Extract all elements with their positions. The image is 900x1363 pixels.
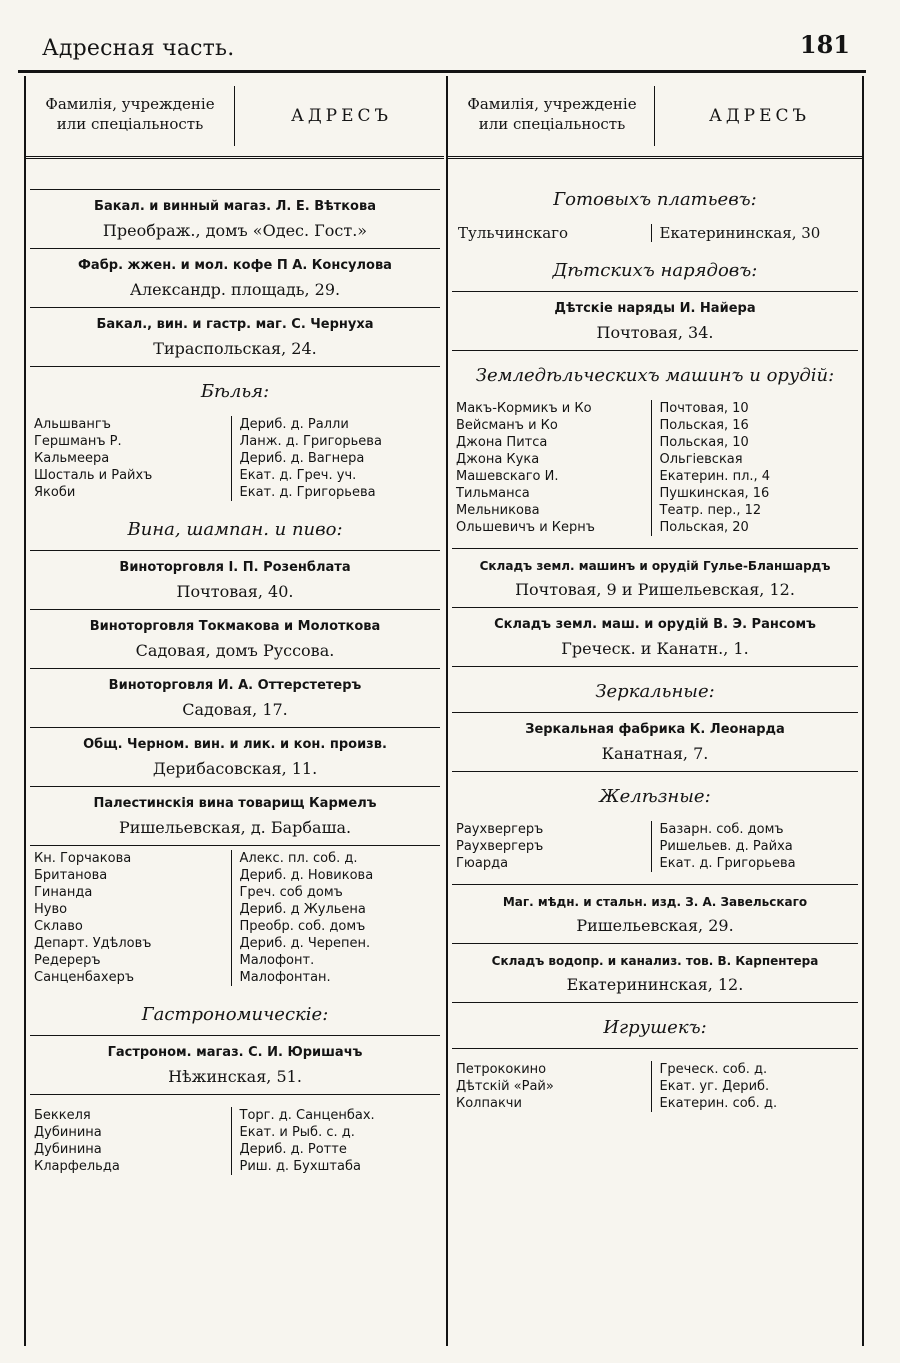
entry-address: Почтовая, 9 и Ришельевская, 12. — [515, 580, 795, 599]
list-item: Мельникова — [456, 503, 540, 518]
rule — [30, 366, 440, 367]
list-item: Польская, 10 — [659, 435, 749, 450]
page-number: 181 — [799, 30, 850, 59]
list-item: Вейсманъ и Ко — [456, 418, 558, 433]
left-column-header — [26, 76, 444, 159]
list-item: Торг. д. Санценбах. — [239, 1108, 375, 1123]
entry-name: Виноторговля И. А. Оттерстетеръ — [108, 678, 362, 693]
list-item: Екат. уг. Дериб. — [659, 1079, 770, 1094]
rule — [452, 666, 858, 667]
list-item: Дѣтскій «Рай» — [456, 1079, 554, 1094]
entry — [448, 713, 862, 771]
right-column-body — [448, 159, 862, 1116]
list-item: Нуво — [34, 902, 68, 917]
category-heading: Бѣлья: — [200, 381, 270, 402]
entry — [26, 308, 444, 366]
entry-name: Палестинскія вина товарищ Кармелъ — [93, 796, 377, 811]
list-item: Машевскаго И. — [456, 469, 559, 484]
entry-name: Складъ земл. маш. и орудій В. Э. Рансомъ — [494, 617, 816, 632]
list-names — [34, 1107, 231, 1175]
list-block — [448, 817, 862, 876]
frame-top-rule — [18, 70, 866, 73]
list-item: Польская, 20 — [659, 520, 749, 535]
list-item: Риш. д. Бухштаба — [239, 1159, 361, 1174]
entry-address: Канатная, 7. — [601, 744, 709, 763]
entry — [26, 610, 444, 668]
entry — [26, 728, 444, 786]
header-divider — [234, 86, 235, 146]
list-item: Гершманъ Р. — [34, 434, 122, 449]
list-item: Раухвергеръ — [456, 839, 544, 854]
list-addresses — [231, 416, 437, 501]
entry-address: Почтовая, 34. — [596, 323, 714, 342]
entry — [448, 885, 862, 943]
category-heading: Гастрономическіе: — [141, 1004, 329, 1025]
list-names — [456, 821, 651, 872]
list-names — [456, 1061, 651, 1112]
list-item: Джона Питса — [456, 435, 548, 450]
list-item: Раухвергеръ — [456, 822, 544, 837]
list-item: Кн. Горчакова — [34, 851, 132, 866]
header-address-label: АДРЕСЪ — [290, 106, 393, 126]
entry-address: Ришельевская, 29. — [576, 916, 734, 935]
list-item: Дериб. д. Черепен. — [239, 936, 371, 951]
entry-name: Зеркальная фабрика К. Леонарда — [525, 722, 785, 737]
list-item: Польская, 16 — [659, 418, 749, 433]
entry-name: Бакал. и винный магаз. Л. Е. Вѣткова — [94, 199, 376, 214]
list-names — [456, 400, 651, 536]
header-name-label: Фамилія, учрежденіе или спеціальность — [467, 95, 637, 133]
entry-name: Складъ водопр. и канализ. тов. В. Карпентера — [491, 954, 819, 968]
entry-name: Общ. Черном. вин. и лик. и кон. произв. — [83, 737, 387, 752]
list-item: Дериб. д Жульена — [239, 902, 366, 917]
entry — [26, 249, 444, 307]
list-item: Дубинина — [34, 1142, 102, 1157]
list-addresses — [231, 1107, 437, 1175]
list-block — [26, 1103, 444, 1179]
category-heading: Готовыхъ платьевъ: — [553, 189, 757, 210]
list-item: Греческ. соб. д. — [659, 1062, 768, 1077]
list-item: Дериб. д. Вагнера — [239, 451, 365, 466]
list-item: Екатерининская, 30 — [651, 224, 853, 242]
list-item: Дериб. д. Ротте — [239, 1142, 347, 1157]
list-block — [448, 1057, 862, 1116]
list-item: Алекс. пл. соб. д. — [239, 851, 358, 866]
list-item: Альшвангъ — [34, 417, 111, 432]
rule — [452, 1002, 858, 1003]
list-item: Колпакчи — [456, 1096, 522, 1111]
category-heading: Зеркальные: — [595, 681, 715, 702]
list-block — [26, 412, 444, 505]
list-addresses — [651, 821, 855, 872]
list-item: Редереръ — [34, 953, 101, 968]
entry — [26, 190, 444, 248]
entry-name: Виноторговля Токмакова и Молоткова — [89, 619, 381, 634]
list-item: Ольгіевская — [659, 452, 743, 467]
header-name-label: Фамилія, учрежденіе или спеціальность — [45, 95, 215, 133]
list-item: Петрококино — [456, 1062, 547, 1077]
left-column-body — [26, 159, 444, 1179]
category-heading: Вина, шампан. и пиво: — [127, 519, 343, 540]
list-item: Екат. д. Греч. уч. — [239, 468, 357, 483]
category-heading: Желѣзные: — [599, 786, 711, 807]
entry-name: Виноторговля І. П. Розенблата — [119, 560, 351, 575]
list-item: Дериб. д. Ралли — [239, 417, 349, 432]
list-item: Екат. д. Григорьева — [659, 856, 796, 871]
list-item: Кальмеера — [34, 451, 110, 466]
list-item: Департ. Удѣловъ — [34, 936, 152, 951]
category-heading: Земледѣльческихъ машинъ и орудій: — [475, 365, 835, 386]
list-names — [34, 416, 231, 501]
entry — [448, 292, 862, 350]
list-addresses — [651, 400, 855, 536]
entry — [448, 608, 862, 666]
list-item: Почтовая, 10 — [659, 401, 749, 416]
entry-address: Александр. площадь, 29. — [129, 280, 341, 299]
category-heading: Дѣтскихъ нарядовъ: — [552, 260, 758, 281]
entry — [26, 1036, 444, 1094]
list-block — [448, 396, 862, 540]
entry — [26, 551, 444, 609]
list-item: Якоби — [34, 485, 76, 500]
list-names — [34, 850, 231, 986]
list-item: Дубинина — [34, 1125, 102, 1140]
left-column — [24, 76, 444, 1346]
entry — [448, 944, 862, 1002]
list-item: Макъ-Кормикъ и Ко — [456, 401, 592, 416]
list-item: Ришельев. д. Райха — [659, 839, 793, 854]
header-divider — [654, 86, 655, 146]
list-item: Гюарда — [456, 856, 509, 871]
entry-address: Садовая, 17. — [182, 700, 288, 719]
list-item: Тульчинскаго — [458, 224, 569, 242]
entry-address: Садовая, домъ Руссова. — [135, 641, 335, 660]
entry-address: Екатерининская, 12. — [566, 975, 744, 994]
header-address-label: АДРЕСЪ — [708, 106, 811, 126]
rule — [452, 771, 858, 772]
list-item: Малофонтан. — [239, 970, 331, 985]
entry-address: Нѣжинская, 51. — [168, 1067, 302, 1086]
page-header — [40, 30, 860, 70]
list-item: Кларфельда — [34, 1159, 120, 1174]
list-row — [448, 220, 862, 246]
entry-address: Греческ. и Канатн., 1. — [561, 639, 749, 658]
entry — [448, 549, 862, 607]
list-item: Преобр. соб. домъ — [239, 919, 366, 934]
list-item: Пушкинская, 16 — [659, 486, 770, 501]
list-item: Тильманса — [456, 486, 530, 501]
page-section-title: Адресная часть. — [42, 36, 235, 61]
list-item: Гинанда — [34, 885, 93, 900]
list-item: Дериб. д. Новикова — [239, 868, 374, 883]
entry-address: Дерибасовская, 11. — [152, 759, 318, 778]
entry-address: Почтовая, 40. — [176, 582, 294, 601]
list-item: Склаво — [34, 919, 83, 934]
entry-address: Преображ., домъ «Одес. Гост.» — [102, 221, 368, 240]
list-item: Малофонт. — [239, 953, 315, 968]
entry-address: Ришельевская, д. Барбаша. — [118, 818, 352, 837]
list-item: Британова — [34, 868, 108, 883]
list-item: Театр. пер., 12 — [659, 503, 762, 518]
entry-name: Гастроном. магаз. С. И. Юришачъ — [107, 1045, 363, 1060]
list-item: Екатерин. соб. д. — [659, 1096, 778, 1111]
list-item: Санценбахеръ — [34, 970, 135, 985]
list-item: Шосталь и Райхъ — [34, 468, 153, 483]
rule — [452, 350, 858, 351]
category-heading: Игрушекъ: — [603, 1017, 707, 1038]
entry-name: Дѣтскіе наряды И. Найера — [554, 301, 756, 316]
list-item: Базарн. соб. домъ — [659, 822, 784, 837]
list-item: Екатерин. пл., 4 — [659, 469, 771, 484]
entry — [26, 787, 444, 845]
right-column — [446, 76, 864, 1346]
list-item: Екат. д. Григорьева — [239, 485, 376, 500]
list-item: Джона Кука — [456, 452, 540, 467]
entry — [26, 669, 444, 727]
list-item: Ольшевичъ и Кернъ — [456, 520, 595, 535]
list-item: Беккеля — [34, 1108, 91, 1123]
entry-name: Бакал., вин. и гастр. маг. С. Чернуха — [96, 317, 374, 332]
list-item: Екат. и Рыб. с. д. — [239, 1125, 355, 1140]
list-block — [26, 846, 444, 990]
right-column-header — [448, 76, 862, 159]
entry-address: Тираспольская, 24. — [153, 339, 317, 358]
list-addresses — [651, 1061, 855, 1112]
entry-name: Фабр. жжен. и мол. кофе П А. Консулова — [78, 258, 392, 273]
list-item: Греч. соб домъ — [239, 885, 343, 900]
entry-name: Маг. мѣдн. и стальн. изд. З. А. Завельскаго — [502, 895, 808, 909]
list-addresses — [231, 850, 437, 986]
entry-name: Складъ земл. машинъ и орудій Гулье-Бланшардъ — [479, 559, 831, 573]
list-item: Ланж. д. Григорьева — [239, 434, 382, 449]
